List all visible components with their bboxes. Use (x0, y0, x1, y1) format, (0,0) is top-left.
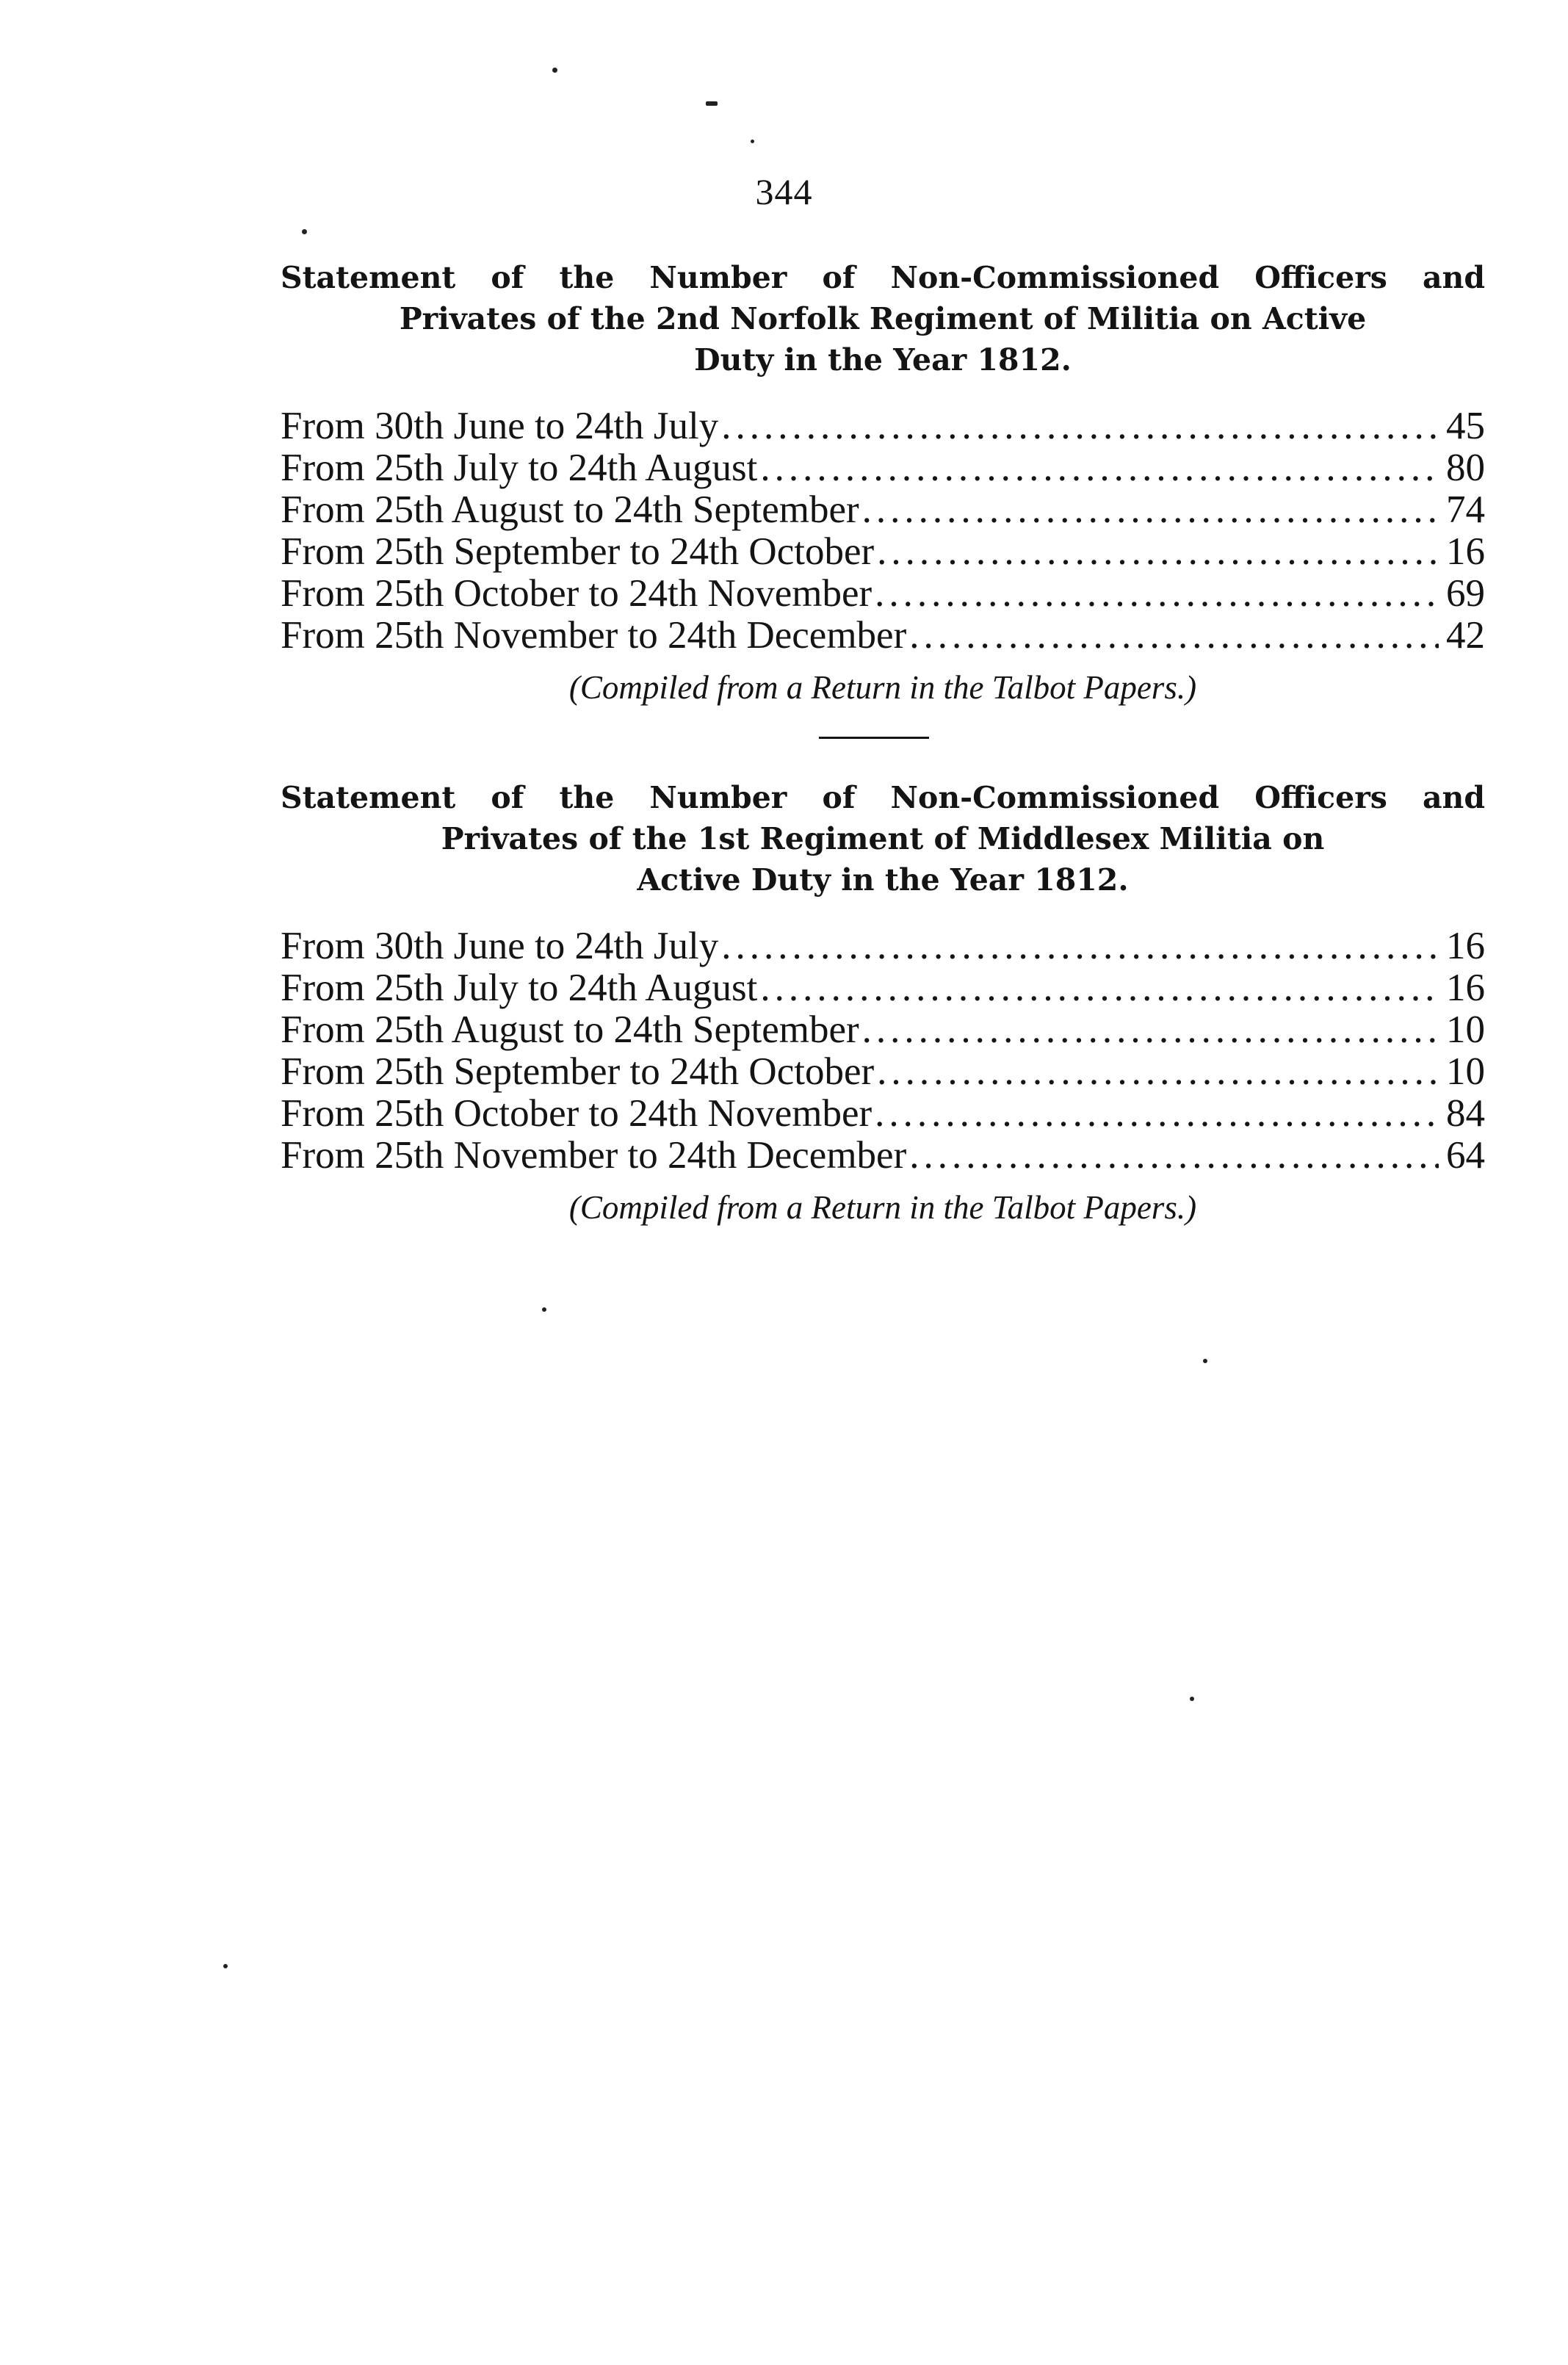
page-number: 344 (755, 171, 813, 212)
dot-leader (877, 1051, 1439, 1093)
table-row (281, 925, 1485, 967)
period-label: From 25th August to 24th September (281, 1008, 859, 1051)
period-label: From 25th September to 24th October (281, 530, 875, 573)
dot-leader (721, 925, 1439, 967)
heading-word: the (559, 260, 615, 295)
heading-line: Privates of the 1st Regiment of Middlesex Militia on (441, 821, 1325, 856)
table-row (281, 1135, 1485, 1177)
heading-word: Non-Commissioned (890, 260, 1220, 295)
dot-leader (862, 1009, 1439, 1051)
period-label: From 30th June to 24th July (281, 925, 719, 967)
table-row (281, 405, 1485, 447)
heading-word: Officers (1254, 780, 1387, 815)
table-row (281, 447, 1485, 489)
statement-middlesex (281, 777, 1485, 1228)
heading-line: Privates of the 2nd Norfolk Regiment of Militia on Active (399, 301, 1367, 336)
statement-rows (281, 925, 1485, 1177)
source-note: (Compiled from a Return in the Talbot Papers.) (568, 669, 1197, 706)
section-divider (819, 737, 929, 739)
table-row (281, 967, 1485, 1009)
heading-word: of (822, 780, 856, 815)
count-value: 16 (1446, 967, 1485, 1009)
heading-word: Number (649, 260, 787, 295)
scan-speck (1190, 1697, 1194, 1701)
scan-speck (223, 1964, 228, 1968)
dot-leader (909, 1135, 1439, 1177)
table-row (281, 1009, 1485, 1051)
table-row (281, 531, 1485, 573)
scan-speck (706, 101, 718, 106)
heading-line (281, 777, 1485, 818)
period-label: From 25th October to 24th November (281, 1092, 872, 1135)
count-value: 16 (1446, 530, 1485, 573)
dot-leader (721, 405, 1439, 447)
statement-heading (281, 777, 1485, 900)
table-row (281, 489, 1485, 531)
count-value: 80 (1446, 447, 1485, 489)
table-row (281, 573, 1485, 615)
period-label: From 25th September to 24th October (281, 1050, 875, 1093)
period-label: From 25th November to 24th December (281, 614, 907, 657)
dot-leader (877, 531, 1439, 573)
scan-speck (1203, 1359, 1207, 1363)
count-value: 16 (1446, 925, 1485, 967)
dot-leader (760, 967, 1439, 1009)
scan-speck (552, 68, 557, 73)
table-row (281, 1093, 1485, 1135)
scan-speck (302, 229, 307, 234)
statement-rows (281, 405, 1485, 657)
dot-leader (862, 489, 1439, 531)
heading-word: Number (649, 780, 787, 815)
heading-word: of (491, 780, 524, 815)
dot-leader (875, 1093, 1439, 1135)
heading-line: Active Duty in the Year 1812. (637, 862, 1129, 898)
heading-word: Statement (281, 780, 456, 815)
statement-norfolk (281, 257, 1485, 708)
count-value: 84 (1446, 1092, 1485, 1135)
count-value: 45 (1446, 405, 1485, 447)
period-label: From 25th July to 24th August (281, 447, 758, 489)
period-label: From 25th October to 24th November (281, 572, 872, 615)
dot-leader (909, 615, 1439, 657)
count-value: 10 (1446, 1050, 1485, 1093)
statement-heading (281, 257, 1485, 380)
count-value: 42 (1446, 614, 1485, 657)
period-label: From 25th August to 24th September (281, 488, 859, 531)
count-value: 74 (1446, 488, 1485, 531)
count-value: 69 (1446, 572, 1485, 615)
heading-word: Officers (1254, 260, 1387, 295)
heading-line: Duty in the Year 1812. (694, 342, 1072, 378)
heading-word: and (1422, 780, 1485, 815)
scan-speck (542, 1307, 546, 1312)
scan-speck (751, 140, 754, 143)
heading-line (281, 257, 1485, 298)
heading-word: Non-Commissioned (890, 780, 1220, 815)
period-label: From 30th June to 24th July (281, 405, 719, 447)
heading-word: and (1422, 260, 1485, 295)
heading-word: Statement (281, 260, 456, 295)
dot-leader (760, 447, 1439, 489)
period-label: From 25th November to 24th December (281, 1134, 907, 1177)
dot-leader (875, 573, 1439, 615)
count-value: 64 (1446, 1134, 1485, 1177)
count-value: 10 (1446, 1008, 1485, 1051)
table-row (281, 1051, 1485, 1093)
heading-word: of (491, 260, 524, 295)
period-label: From 25th July to 24th August (281, 967, 758, 1009)
table-row (281, 615, 1485, 657)
heading-word: the (559, 780, 615, 815)
heading-word: of (822, 260, 856, 295)
source-note: (Compiled from a Return in the Talbot Papers.) (568, 1189, 1197, 1226)
